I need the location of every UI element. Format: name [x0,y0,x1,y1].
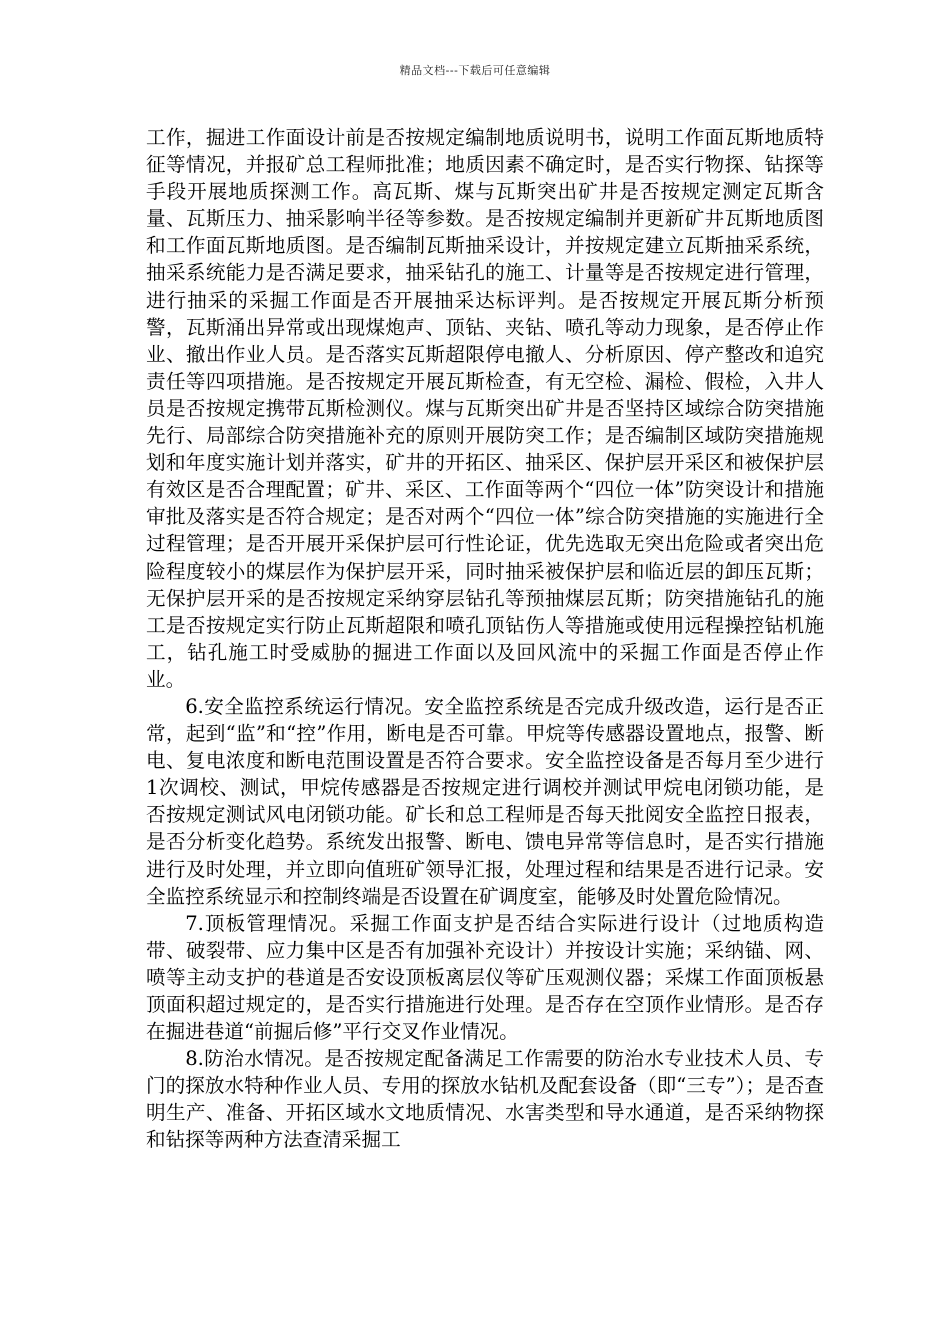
page-header: 精品文档---下载后可任意编辑 [399,64,551,77]
paragraph-water-prevention: 8.防治水情况。是否按规定配备满足工作需要的防治水专业技术人员、专门的探放水特种作业人员、专用的探放水钻机及配套设备（即“三专”）；是否查明生产、准备、开拓区域水文地质情况、水害类型和导水通道，是否采纳物探和钻探等两种方法查清采掘工 [146,1047,824,1152]
paragraph-gas-management: 工作，掘进工作面设计前是否按规定编制地质说明书，说明工作面瓦斯地质特征等情况，并报矿总工程师批准；地质因素不确定时，是否实行物探、钻探等手段开展地质探测工作。高瓦斯、煤与瓦斯突出矿井是否按规定测定瓦斯含量、瓦斯压力、抽采影响半径等参数。是否按规定编制并更新矿井瓦斯地质图和工作面瓦斯地质图。是否编制瓦斯抽采设计，并按规定建立瓦斯抽采系统，抽采系统能力是否满足要求，抽采钻孔的施工、计量等是否按规定进行管理，进行抽采的采掘工作面是否开展抽采达标评判。是否按规定开展瓦斯分析预警，瓦斯涌出异常或出现煤炮声、顶钻、夹钻、喷孔等动力现象，是否停止作业、撤出作业人员。是否落实瓦斯超限停电撤人、分析原因、停产整改和追究责任等四项措施。是否按规定开展瓦斯检查，有无空检、漏检、假检，入井人员是否按规定携带瓦斯检测仪。煤与瓦斯突出矿井是否坚持区域综合防突措施先行、局部综合防突措施补充的原则开展防突工作；是否编制区域防突措施规划和年度实施计划并落实，矿井的开拓区、抽采区、保护层开采区和被保护层有效区是否合理配置；矿井、采区、工作面等两个“四位一体”防突设计和措施审批及落实是否符合规定；是否对两个“四位一体”综合防突措施的实施进行全过程管理；是否开展开采保护层可行性论证，优先选取无突出危险或者突出危险程度较小的煤层作为保护层开采，同时抽采被保护层和临近层的卸压瓦斯；无保护层开采的是否按规定采纳穿层钻孔等预抽煤层瓦斯；防突措施钻孔的施工是否按规定实行防止瓦斯超限和喷孔顶钻伤人等措施或使用远程操控钻机施工，钻孔施工时受威胁的掘进工作面以及回风流中的采掘工作面是否停止作业。 [146,126,824,691]
paragraph-safety-monitoring: 6.安全监控系统运行情况。安全监控系统是否完成升级改造，运行是否正常，起到“监”和“控”作用，断电是否可靠。甲烷等传感器设置地点，报警、断电、复电浓度和断电范围设置是否符合要求。安全监控设备是否每月至少进行1次调校、测试，甲烷传感器是否按规定进行调校并测试甲烷电闭锁功能，是否按规定测试风电闭锁功能。矿长和总工程师是否每天批阅安全监控日报表，是否分析变化趋势。系统发出报警、断电、馈电异常等信息时，是否实行措施进行及时处理，并立即向值班矿领导汇报，处理过程和结果是否进行记录。安全监控系统显示和控制终端是否设置在矿调度室，能够及时处置危险情况。 [146,694,824,908]
paragraph-roof-management: 7.顶板管理情况。采掘工作面支护是否结合实际进行设计（过地质构造带、破裂带、应力集中区是否有加强补充设计）并按设计实施；采纳锚、网、喷等主动支护的巷道是否安设顶板离层仪等矿压观测仪器；采煤工作面顶板悬顶面积超过规定的，是否实行措施进行处理。是否存在空顶作业情形。是否存在掘进巷道“前掘后修”平行交叉作业情况。 [146,911,824,1044]
document-body [146,124,824,1154]
